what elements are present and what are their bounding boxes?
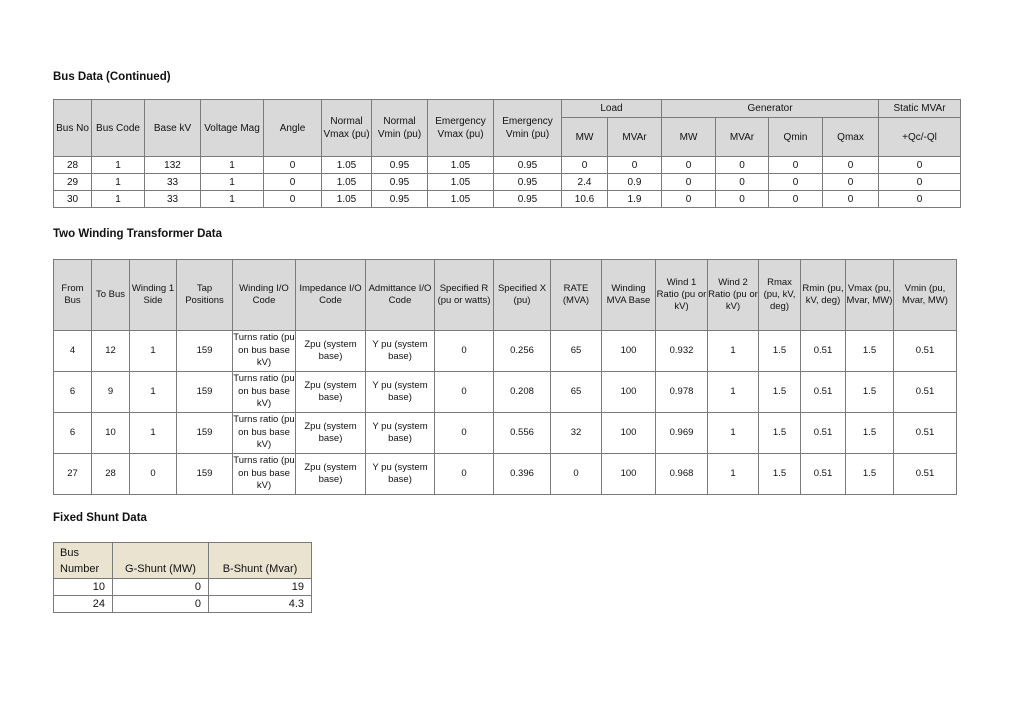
- table-cell: 1: [708, 331, 759, 372]
- table-cell: 0: [716, 191, 769, 208]
- table-cell: 100: [602, 372, 656, 413]
- bus-data-body: [54, 157, 961, 208]
- table-cell: 0: [769, 174, 823, 191]
- table-cell: 10.6: [562, 191, 608, 208]
- table-cell: 28: [92, 454, 130, 495]
- table-row: [54, 157, 961, 174]
- header-voltage-mag: Voltage Mag: [201, 100, 264, 157]
- table-cell: 0.968: [656, 454, 708, 495]
- table-cell: 1.5: [759, 372, 801, 413]
- table-cell: 1: [92, 191, 145, 208]
- table-row: [54, 174, 961, 191]
- table-cell: 65: [551, 372, 602, 413]
- table-cell: 1: [92, 174, 145, 191]
- table-row: [54, 579, 312, 596]
- transformer-column-header: Winding I/O Code: [233, 260, 296, 331]
- table-cell: 29: [54, 174, 92, 191]
- table-cell: 100: [602, 413, 656, 454]
- table-cell: 0.95: [494, 157, 562, 174]
- table-cell: 0.95: [494, 174, 562, 191]
- table-cell: 28: [54, 157, 92, 174]
- table-cell: 9: [92, 372, 130, 413]
- table-cell: 0: [264, 174, 322, 191]
- table-cell: 1.5: [846, 331, 894, 372]
- table-row: [54, 372, 957, 413]
- transformer-column-header: Specified X (pu): [494, 260, 551, 331]
- header-group-load: Load: [562, 100, 662, 118]
- table-cell: 0: [551, 454, 602, 495]
- table-cell: 0: [769, 157, 823, 174]
- table-cell: 0: [662, 191, 716, 208]
- shunt-data-body: [54, 579, 312, 613]
- header-gen-mw: MW: [662, 118, 716, 157]
- header-emergency-vmax: Emergency Vmax (pu): [428, 100, 494, 157]
- table-cell: 159: [177, 372, 233, 413]
- table-cell: 1.05: [322, 191, 372, 208]
- table-cell: 1.5: [759, 331, 801, 372]
- table-cell: 30: [54, 191, 92, 208]
- table-cell: 0.978: [656, 372, 708, 413]
- transformer-column-header: Winding MVA Base: [602, 260, 656, 331]
- table-cell: 0: [264, 191, 322, 208]
- table-cell: 0.556: [494, 413, 551, 454]
- header-g-shunt: G-Shunt (MW): [113, 543, 209, 579]
- header-bus-code: Bus Code: [92, 100, 145, 157]
- shunt-data-title: Fixed Shunt Data: [53, 512, 147, 524]
- table-cell: 132: [145, 157, 201, 174]
- table-cell: 0.95: [372, 191, 428, 208]
- table-cell: Turns ratio (pu on bus base kV): [233, 372, 296, 413]
- table-cell: 6: [54, 372, 92, 413]
- table-cell: 1: [201, 174, 264, 191]
- table-cell: Zpu (system base): [296, 372, 366, 413]
- transformer-column-header: Winding 1 Side: [130, 260, 177, 331]
- table-cell: 0: [716, 157, 769, 174]
- table-cell: 1: [92, 157, 145, 174]
- table-cell: Zpu (system base): [296, 454, 366, 495]
- table-cell: 0: [562, 157, 608, 174]
- table-cell: 1.5: [759, 413, 801, 454]
- table-cell: 0: [130, 454, 177, 495]
- table-cell: 100: [602, 331, 656, 372]
- transformer-header-row: [54, 260, 957, 331]
- table-row: [54, 331, 957, 372]
- table-cell: 24: [54, 596, 113, 613]
- table-cell: 159: [177, 331, 233, 372]
- table-cell: 1: [130, 372, 177, 413]
- header-bus-number: Bus Number: [54, 543, 113, 579]
- transformer-column-header: Rmin (pu, kV, deg): [801, 260, 846, 331]
- transformer-column-header: Rmax (pu, kV, deg): [759, 260, 801, 331]
- table-cell: 0.208: [494, 372, 551, 413]
- table-cell: 0.51: [801, 454, 846, 495]
- table-cell: Turns ratio (pu on bus base kV): [233, 413, 296, 454]
- table-cell: 65: [551, 331, 602, 372]
- header-bus-no: Bus No: [54, 100, 92, 157]
- header-base-kv: Base kV: [145, 100, 201, 157]
- table-cell: 1.5: [846, 413, 894, 454]
- table-cell: 159: [177, 413, 233, 454]
- table-cell: 0: [879, 191, 961, 208]
- table-cell: 0.95: [372, 157, 428, 174]
- table-cell: 1.05: [322, 174, 372, 191]
- table-cell: 0: [662, 174, 716, 191]
- header-b-shunt: B-Shunt (Mvar): [209, 543, 312, 579]
- table-cell: 32: [551, 413, 602, 454]
- table-cell: 0.9: [608, 174, 662, 191]
- table-cell: 1.5: [846, 454, 894, 495]
- table-cell: 0.95: [494, 191, 562, 208]
- table-cell: 2.4: [562, 174, 608, 191]
- table-cell: 12: [92, 331, 130, 372]
- table-cell: Y pu (system base): [366, 331, 435, 372]
- shunt-data-table: [53, 542, 312, 613]
- table-cell: 1: [708, 413, 759, 454]
- table-cell: Turns ratio (pu on bus base kV): [233, 331, 296, 372]
- transformer-column-header: To Bus: [92, 260, 130, 331]
- transformer-data-table: [53, 259, 957, 495]
- table-cell: 159: [177, 454, 233, 495]
- header-group-static-mvar: Static MVAr: [879, 100, 961, 118]
- table-cell: 0.969: [656, 413, 708, 454]
- table-cell: 0: [823, 157, 879, 174]
- table-cell: 0.256: [494, 331, 551, 372]
- table-cell: Zpu (system base): [296, 413, 366, 454]
- table-cell: 1.05: [428, 157, 494, 174]
- header-group-generator: Generator: [662, 100, 879, 118]
- table-cell: 0: [769, 191, 823, 208]
- table-cell: 1.05: [428, 174, 494, 191]
- transformer-column-header: From Bus: [54, 260, 92, 331]
- transformer-column-header: Vmax (pu, Mvar, MW): [846, 260, 894, 331]
- table-cell: 1: [130, 331, 177, 372]
- table-cell: 0.95: [372, 174, 428, 191]
- header-load-mw: MW: [562, 118, 608, 157]
- table-cell: 0.51: [801, 331, 846, 372]
- transformer-column-header: Admittance I/O Code: [366, 260, 435, 331]
- transformer-data-title: Two Winding Transformer Data: [53, 228, 223, 240]
- table-cell: Y pu (system base): [366, 372, 435, 413]
- transformer-column-header: Impedance I/O Code: [296, 260, 366, 331]
- table-cell: 1.5: [759, 454, 801, 495]
- header-angle: Angle: [264, 100, 322, 157]
- table-cell: 0: [435, 454, 494, 495]
- bus-data-title: Bus Data (Continued): [53, 71, 171, 83]
- table-cell: 1.05: [322, 157, 372, 174]
- table-row: [54, 191, 961, 208]
- transformer-column-header: RATE (MVA): [551, 260, 602, 331]
- table-cell: 0.396: [494, 454, 551, 495]
- table-cell: 0: [113, 579, 209, 596]
- table-cell: 10: [54, 579, 113, 596]
- table-cell: 1: [201, 191, 264, 208]
- table-cell: 27: [54, 454, 92, 495]
- table-cell: 0: [264, 157, 322, 174]
- table-row: [54, 454, 957, 495]
- bus-data-table: [53, 99, 961, 208]
- table-cell: 100: [602, 454, 656, 495]
- header-qmin: Qmin: [769, 118, 823, 157]
- table-row: [54, 413, 957, 454]
- table-cell: 0: [823, 191, 879, 208]
- table-cell: 4: [54, 331, 92, 372]
- table-cell: 10: [92, 413, 130, 454]
- table-cell: 1: [708, 454, 759, 495]
- table-cell: 0: [435, 331, 494, 372]
- table-cell: 0: [113, 596, 209, 613]
- table-cell: 0.51: [894, 413, 957, 454]
- header-normal-vmax: Normal Vmax (pu): [322, 100, 372, 157]
- table-cell: 4.3: [209, 596, 312, 613]
- header-load-mvar: MVAr: [608, 118, 662, 157]
- table-cell: 0.51: [894, 454, 957, 495]
- table-cell: Y pu (system base): [366, 454, 435, 495]
- table-cell: 0: [435, 372, 494, 413]
- table-cell: Turns ratio (pu on bus base kV): [233, 454, 296, 495]
- table-cell: 19: [209, 579, 312, 596]
- table-cell: Y pu (system base): [366, 413, 435, 454]
- transformer-column-header: Tap Positions: [177, 260, 233, 331]
- table-cell: Zpu (system base): [296, 331, 366, 372]
- table-cell: 0.51: [801, 413, 846, 454]
- table-cell: 0: [608, 157, 662, 174]
- transformer-column-header: Vmin (pu, Mvar, MW): [894, 260, 957, 331]
- table-cell: 0: [823, 174, 879, 191]
- table-cell: 1: [708, 372, 759, 413]
- table-cell: 0: [879, 157, 961, 174]
- transformer-data-body: [54, 331, 957, 495]
- table-cell: 33: [145, 191, 201, 208]
- table-cell: 0: [716, 174, 769, 191]
- table-row: [54, 596, 312, 613]
- header-qmax: Qmax: [823, 118, 879, 157]
- table-cell: 1.9: [608, 191, 662, 208]
- table-cell: 0: [435, 413, 494, 454]
- header-static-qc: +Qc/-Ql: [879, 118, 961, 157]
- table-cell: 0: [662, 157, 716, 174]
- table-cell: 1: [201, 157, 264, 174]
- table-cell: 0.51: [894, 331, 957, 372]
- table-cell: 0.51: [801, 372, 846, 413]
- transformer-column-header: Wind 1 Ratio (pu or kV): [656, 260, 708, 331]
- header-gen-mvar: MVAr: [716, 118, 769, 157]
- table-cell: 1: [130, 413, 177, 454]
- table-cell: 0.932: [656, 331, 708, 372]
- table-cell: 1.05: [428, 191, 494, 208]
- transformer-column-header: Specified R (pu or watts): [435, 260, 494, 331]
- table-cell: 0: [879, 174, 961, 191]
- transformer-column-header: Wind 2 Ratio (pu or kV): [708, 260, 759, 331]
- table-cell: 33: [145, 174, 201, 191]
- table-cell: 6: [54, 413, 92, 454]
- header-normal-vmin: Normal Vmin (pu): [372, 100, 428, 157]
- table-cell: 1.5: [846, 372, 894, 413]
- table-cell: 0.51: [894, 372, 957, 413]
- header-emergency-vmin: Emergency Vmin (pu): [494, 100, 562, 157]
